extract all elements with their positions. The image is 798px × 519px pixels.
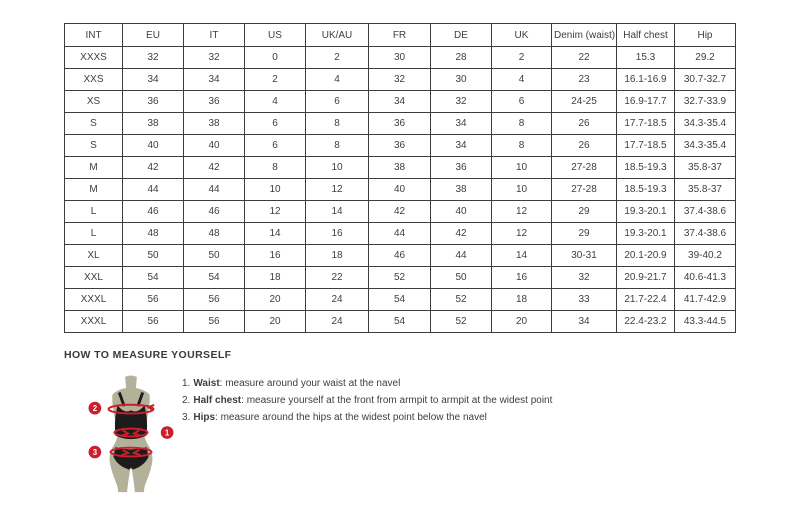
table-cell: 56 (184, 289, 245, 311)
table-cell: 2 (245, 69, 306, 91)
table-cell: 18 (306, 245, 369, 267)
table-cell: M (65, 157, 123, 179)
table-cell: 8 (492, 113, 552, 135)
table-cell: 20 (245, 289, 306, 311)
table-cell: 33 (552, 289, 617, 311)
measure-steps (182, 375, 552, 426)
table-header-row (65, 24, 736, 47)
table-cell: 32 (369, 69, 431, 91)
table-cell: 56 (123, 289, 184, 311)
table-cell: 36 (184, 91, 245, 113)
table-cell: 22.4-23.2 (617, 311, 675, 333)
table-cell: 30-31 (552, 245, 617, 267)
table-cell: 56 (123, 311, 184, 333)
table-cell: 35.8-37 (675, 179, 736, 201)
table-cell: 26 (552, 113, 617, 135)
table-cell: 52 (431, 289, 492, 311)
table-cell: 18.5-19.3 (617, 179, 675, 201)
step-number: 3. (182, 412, 191, 423)
table-cell: 29 (552, 223, 617, 245)
table-cell: 20.9-21.7 (617, 267, 675, 289)
table-cell: 46 (184, 201, 245, 223)
step-label: Half chest (193, 395, 242, 406)
marker-hips (89, 446, 102, 459)
marker-waist (161, 426, 174, 439)
table-cell: 54 (123, 267, 184, 289)
table-cell: 54 (184, 267, 245, 289)
table-cell: 34.3-35.4 (675, 135, 736, 157)
table-cell: 42 (123, 157, 184, 179)
table-cell: XL (65, 245, 123, 267)
table-cell: 15.3 (617, 47, 675, 69)
table-cell: 40 (369, 179, 431, 201)
column-header: IT (184, 24, 245, 47)
table-cell: 40 (431, 201, 492, 223)
table-cell: 29.2 (675, 47, 736, 69)
table-cell: 29 (552, 201, 617, 223)
table-cell: 8 (492, 135, 552, 157)
table-row (65, 135, 736, 157)
table-row (65, 267, 736, 289)
table-cell: 17.7-18.5 (617, 135, 675, 157)
table-cell: 50 (431, 267, 492, 289)
table-cell: 14 (306, 201, 369, 223)
table-cell: 40 (184, 135, 245, 157)
table-cell: 32.7-33.9 (675, 91, 736, 113)
table-cell: 23 (552, 69, 617, 91)
measure-step-hips (182, 409, 552, 426)
table-cell: L (65, 201, 123, 223)
table-cell: XXXL (65, 289, 123, 311)
column-header: INT (65, 24, 123, 47)
table-cell: 34 (552, 311, 617, 333)
table-cell: 10 (306, 157, 369, 179)
table-cell: 46 (123, 201, 184, 223)
table-cell: 18 (492, 289, 552, 311)
marker-chest (89, 402, 102, 415)
table-cell: 8 (245, 157, 306, 179)
table-cell: 50 (123, 245, 184, 267)
table-cell: 8 (306, 113, 369, 135)
mannequin-graphic (82, 373, 180, 495)
table-cell: 6 (245, 113, 306, 135)
column-header: FR (369, 24, 431, 47)
table-cell: 24 (306, 289, 369, 311)
table-cell: 16 (245, 245, 306, 267)
table-cell: 34 (184, 69, 245, 91)
table-row (65, 47, 736, 69)
table-cell: 16 (306, 223, 369, 245)
table-cell: 35.8-37 (675, 157, 736, 179)
table-cell: XXXS (65, 47, 123, 69)
table-cell: 50 (184, 245, 245, 267)
marker-waist-number: 1 (164, 428, 170, 438)
table-cell: 44 (184, 179, 245, 201)
table-cell: 40.6-41.3 (675, 267, 736, 289)
table-cell: 42 (184, 157, 245, 179)
table-cell: 4 (492, 69, 552, 91)
column-header: UK (492, 24, 552, 47)
table-cell: 28 (431, 47, 492, 69)
table-cell: 10 (492, 179, 552, 201)
table-cell: XXXL (65, 311, 123, 333)
marker-hips-number: 3 (92, 447, 98, 457)
table-cell: 36 (369, 135, 431, 157)
table-row (65, 223, 736, 245)
table-cell: 8 (306, 135, 369, 157)
table-cell: 2 (492, 47, 552, 69)
table-cell: L (65, 223, 123, 245)
size-table-body (65, 47, 736, 333)
table-cell: 14 (245, 223, 306, 245)
table-cell: 41.7-42.9 (675, 289, 736, 311)
table-cell: 16.1-16.9 (617, 69, 675, 91)
table-row (65, 201, 736, 223)
table-cell: 6 (245, 135, 306, 157)
table-cell: 56 (184, 311, 245, 333)
table-cell: 12 (492, 201, 552, 223)
table-cell: 32 (552, 267, 617, 289)
table-cell: 0 (245, 47, 306, 69)
table-cell: 12 (492, 223, 552, 245)
table-cell: 6 (492, 91, 552, 113)
table-cell: 40 (123, 135, 184, 157)
table-cell: 34 (431, 135, 492, 157)
table-cell: 22 (306, 267, 369, 289)
measure-step-half-chest (182, 392, 552, 409)
table-cell: 24-25 (552, 91, 617, 113)
table-cell: 38 (184, 113, 245, 135)
table-cell: 44 (123, 179, 184, 201)
table-cell: M (65, 179, 123, 201)
table-cell: 20 (492, 311, 552, 333)
table-cell: 20 (245, 311, 306, 333)
marker-chest-number: 2 (92, 403, 98, 413)
table-cell: 30 (369, 47, 431, 69)
table-cell: 48 (123, 223, 184, 245)
table-cell: 4 (306, 69, 369, 91)
table-cell: 42 (369, 201, 431, 223)
table-cell: 52 (431, 311, 492, 333)
table-row (65, 113, 736, 135)
column-header: UK/AU (306, 24, 369, 47)
table-cell: S (65, 135, 123, 157)
table-cell: 38 (431, 179, 492, 201)
table-cell: 48 (184, 223, 245, 245)
table-cell: 12 (306, 179, 369, 201)
table-cell: 44 (431, 245, 492, 267)
table-cell: 52 (369, 267, 431, 289)
step-number: 1. (182, 378, 191, 389)
table-cell: 38 (369, 157, 431, 179)
table-cell: 34.3-35.4 (675, 113, 736, 135)
table-cell: S (65, 113, 123, 135)
table-cell: 10 (245, 179, 306, 201)
table-row (65, 245, 736, 267)
measure-row (64, 373, 798, 500)
table-cell: 54 (369, 311, 431, 333)
table-cell: 37.4-38.6 (675, 201, 736, 223)
table-cell: 4 (245, 91, 306, 113)
table-cell: 32 (431, 91, 492, 113)
table-cell: XXS (65, 69, 123, 91)
table-cell: 16.9-17.7 (617, 91, 675, 113)
table-cell: 22 (552, 47, 617, 69)
table-cell: 6 (306, 91, 369, 113)
step-text: : measure around your waist at the navel (219, 378, 401, 389)
table-cell: 46 (369, 245, 431, 267)
mannequin-illustration (82, 373, 180, 500)
table-row (65, 289, 736, 311)
table-cell: 34 (123, 69, 184, 91)
step-label: Hips (193, 412, 216, 423)
measure-step-waist (182, 375, 552, 392)
table-cell: 19.3-20.1 (617, 201, 675, 223)
table-cell: 44 (369, 223, 431, 245)
table-cell: 26 (552, 135, 617, 157)
table-cell: 39-40.2 (675, 245, 736, 267)
table-row (65, 311, 736, 333)
table-cell: 17.7-18.5 (617, 113, 675, 135)
table-cell: 30.7-32.7 (675, 69, 736, 91)
step-number: 2. (182, 395, 191, 406)
table-cell: 43.3-44.5 (675, 311, 736, 333)
size-table (64, 23, 736, 333)
table-cell: 27-28 (552, 157, 617, 179)
step-text: : measure around the hips at the widest point below the navel (215, 412, 487, 423)
table-cell: 12 (245, 201, 306, 223)
table-cell: 21.7-22.4 (617, 289, 675, 311)
measure-section (64, 349, 798, 500)
table-cell: 36 (369, 113, 431, 135)
table-cell: 36 (431, 157, 492, 179)
column-header: EU (123, 24, 184, 47)
table-cell: 42 (431, 223, 492, 245)
table-cell: 34 (369, 91, 431, 113)
table-row (65, 179, 736, 201)
table-row (65, 91, 736, 113)
table-cell: 54 (369, 289, 431, 311)
table-row (65, 69, 736, 91)
table-cell: 20.1-20.9 (617, 245, 675, 267)
table-cell: 36 (123, 91, 184, 113)
table-cell: 38 (123, 113, 184, 135)
table-cell: 18 (245, 267, 306, 289)
step-text: : measure yourself at the front from armpit to armpit at the widest point (241, 395, 553, 406)
measure-title: HOW TO MEASURE YOURSELF (64, 349, 232, 361)
table-cell: 32 (123, 47, 184, 69)
table-cell: XXL (65, 267, 123, 289)
table-cell: 27-28 (552, 179, 617, 201)
table-cell: 19.3-20.1 (617, 223, 675, 245)
table-cell: 32 (184, 47, 245, 69)
table-cell: 18.5-19.3 (617, 157, 675, 179)
step-label: Waist (193, 378, 220, 389)
column-header: Half chest (617, 24, 675, 47)
table-cell: 24 (306, 311, 369, 333)
column-header: DE (431, 24, 492, 47)
table-cell: 16 (492, 267, 552, 289)
table-cell: 10 (492, 157, 552, 179)
table-cell: 30 (431, 69, 492, 91)
table-cell: 2 (306, 47, 369, 69)
column-header: US (245, 24, 306, 47)
table-cell: 37.4-38.6 (675, 223, 736, 245)
column-header: Denim (waist) (552, 24, 617, 47)
table-cell: 34 (431, 113, 492, 135)
table-cell: XS (65, 91, 123, 113)
table-row (65, 157, 736, 179)
table-cell: 14 (492, 245, 552, 267)
column-header: Hip (675, 24, 736, 47)
